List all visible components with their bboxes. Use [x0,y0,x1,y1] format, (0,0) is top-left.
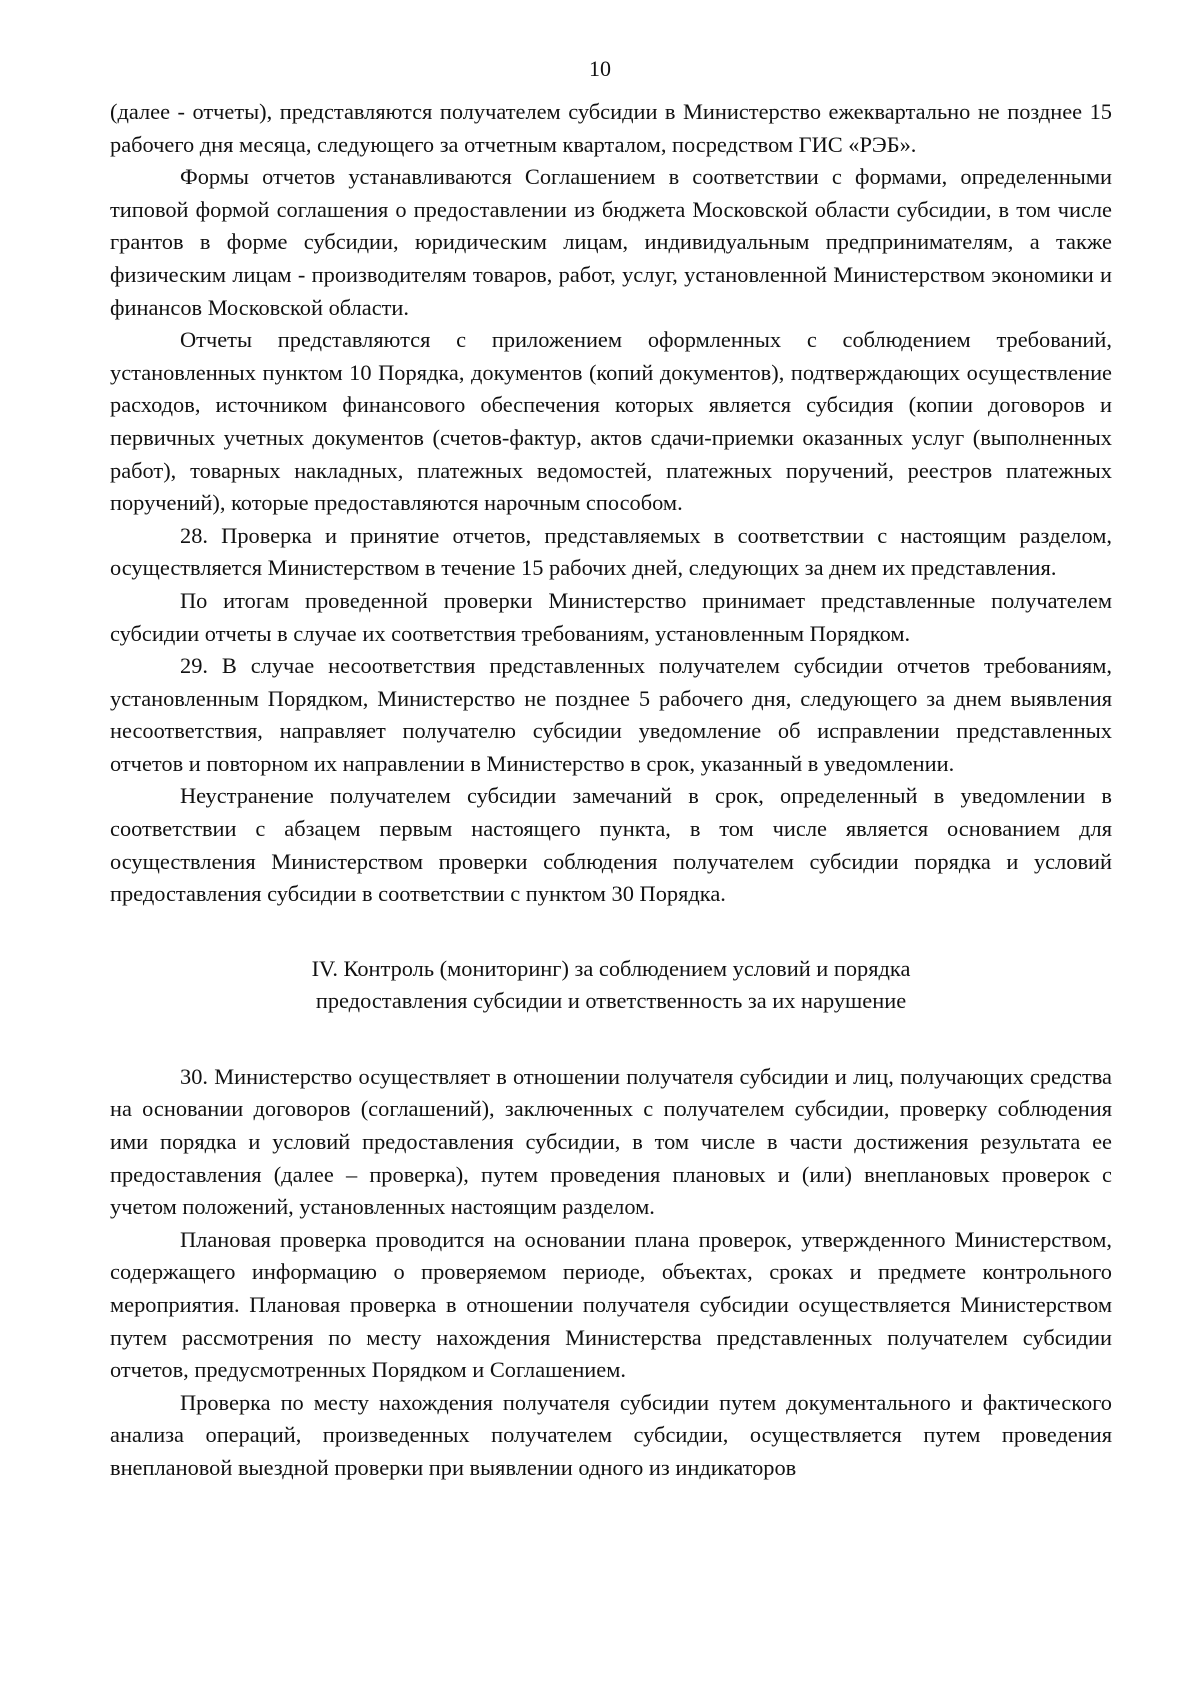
paragraph-non-remediation: Неустранение получателем субсидии замечаний в срок, определенный в уведомлении в соответствии с абзацем первым настоящего пункта, в том числе является основанием для осуществления Министерством проверки соблюдения получателем субсидии порядка и условий предоставления субсидии в соответствии с пунктом 30 Порядка. [110,783,1112,907]
paragraph-report-forms: Формы отчетов устанавливаются Соглашением в соответствии с формами, определенными типовой формой соглашения о предоставлении из бюджета Московской области субсидии, в том числе грантов в форме субсидии, юридическим лицам, индивидуальным предпринимателям, а также физическим лицам - производителям товаров, работ, услуг, установленной Министерством экономики и финансов Московской области. [110,164,1112,320]
paragraph-item-29: 29. В случае несоответствия представленных получателем субсидии отчетов требованиям, установленным Порядком, Министерство не позднее 5 рабочего дня, следующего за днем выявления несоответствия, направляет получателю субсидии уведомление об исправлении представленных отчетов и повторном их направлении в Министерство в срок, указанный в уведомлении. [110,653,1112,776]
paragraph-item-28: 28. Проверка и принятие отчетов, представляемых в соответствии с настоящим разделом, осуществляется Министерством в течение 15 рабочих дней, следующих за днем их представления. [110,522,1112,581]
section-heading [110,953,1112,1017]
paragraph-reports-deadline: (далее - отчеты), представляются получателем субсидии в Министерство ежеквартально не позднее 15 рабочего дня месяца, следующего за отчетным кварталом, посредством ГИС «РЭБ». [110,99,1112,157]
paragraph-report-attachments: Отчеты представляются с приложением оформленных с соблюдением требований, установленных пунктом 10 Порядка, документов (копий документов), подтверждающих осуществление расходов, источником финансового обеспечения которых является субсидия (копии договоров и первичных учетных документов (счетов-фактур, актов сдачи-приемки оказанных услуг (выполненных работ), товарных накладных, платежных ведомостей, платежных поручений, реестров платежных поручений), которые предоставляются нарочным способом. [110,327,1112,516]
section-heading-line-1: IV. Контроль (мониторинг) за соблюдением условий и порядка [311,955,911,981]
paragraph-acceptance: По итогам проведенной проверки Министерство принимает представленные получателем субсидии отчеты в случае их соответствия требованиям, установленным Порядком. [110,587,1112,646]
section-heading-line-2: предоставления субсидии и ответственность за их нарушение [315,987,907,1013]
page-number: 10 [589,56,611,81]
paragraph-item-30: 30. Министерство осуществляет в отношении получателя субсидии и лиц, получающих средства на основании договоров (соглашений), заключенных с получателем субсидии, проверку соблюдения ими порядка и условий предоставления субсидии, в том числе в части достижения результата ее предоставления (далее – проверка), путем проведения плановых и (или) внеплановых проверок с учетом положений, установленных настоящим разделом. [110,1063,1112,1220]
document-body [110,96,1112,1485]
paragraph-onsite-inspection: Проверка по месту нахождения получателя субсидии путем документального и фактического анализа операций, произведенных получателем субсидии, осуществляется путем проведения внеплановой выездной проверки при выявлении одного из индикаторов [110,1389,1112,1480]
paragraph-planned-inspection: Плановая проверка проводится на основании плана проверок, утвержденного Министерством, содержащего информацию о проверяемом периоде, объектах, сроках и предмете контрольного мероприятия. Плановая проверка в отношении получателя субсидии осуществляется Министерством путем рассмотрения по месту нахождения Министерства представленных получателем субсидии отчетов, предусмотренных Порядком и Соглашением. [110,1226,1112,1383]
